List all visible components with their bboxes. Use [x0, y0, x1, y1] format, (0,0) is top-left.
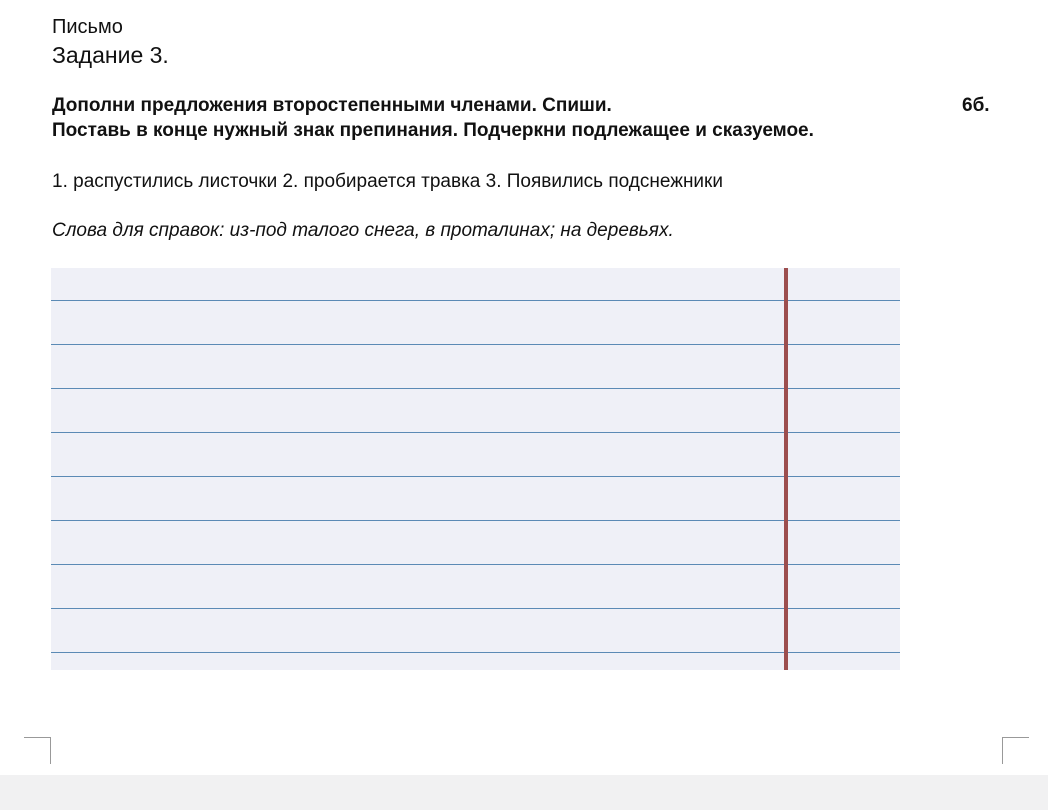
instruction-line-1: Дополни предложения второстепенными членами. Спиши. — [52, 95, 612, 116]
ruled-line — [51, 652, 900, 653]
ruled-line — [51, 388, 900, 389]
page-corner-mark-left — [24, 737, 51, 764]
ruled-line — [51, 432, 900, 433]
ruled-line — [51, 344, 900, 345]
lined-writing-area[interactable] — [51, 268, 900, 670]
ruled-line — [51, 300, 900, 301]
instruction-line-2: Поставь в конце нужный знак препинания. Подчеркни подлежащее и сказуемое. — [52, 120, 814, 141]
points-label: 6б. — [962, 95, 990, 116]
ruled-line — [51, 564, 900, 565]
margin-line — [784, 268, 788, 670]
reference-words-hint: Слова для справок: из-под талого снега, в проталинах; на деревьях. — [52, 220, 674, 241]
subject-label: Письмо — [52, 16, 123, 38]
ruled-line — [51, 608, 900, 609]
page-gap-strip — [0, 775, 1048, 810]
sentences-text: 1. распустились листочки 2. пробирается травка 3. Появились подснежники — [52, 171, 723, 192]
task-title: Задание 3. — [52, 42, 169, 68]
page-corner-mark-right — [1002, 737, 1029, 764]
ruled-line — [51, 520, 900, 521]
ruled-line — [51, 476, 900, 477]
